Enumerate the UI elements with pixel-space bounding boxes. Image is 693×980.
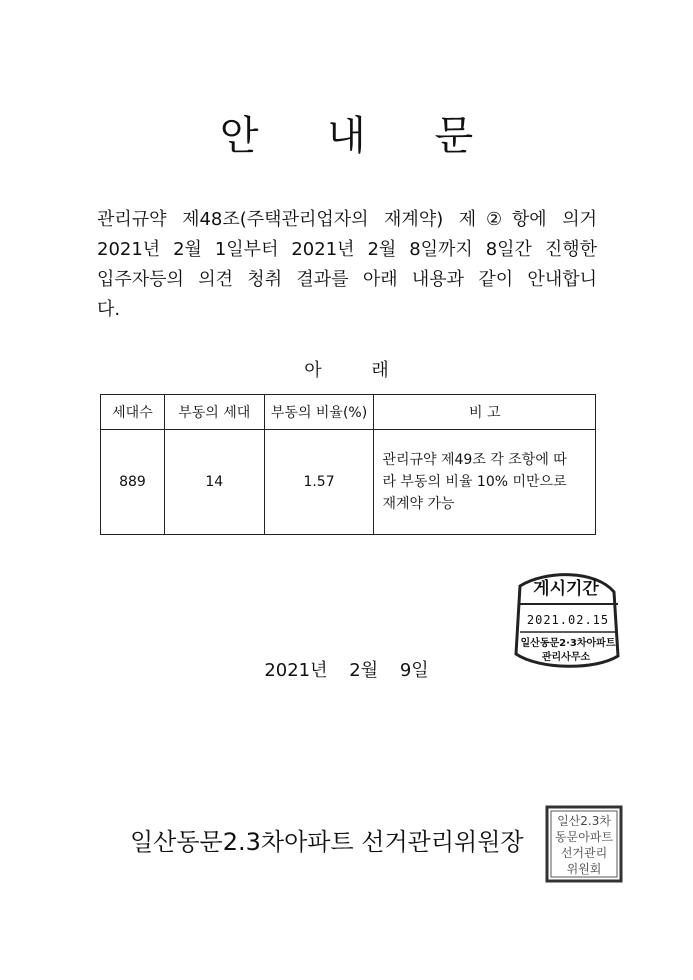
remark-line: 재계약 가능 — [382, 496, 455, 512]
posting-period-stamp — [506, 566, 626, 676]
notice-body — [97, 205, 597, 325]
date-month: 2월 — [349, 660, 379, 681]
seal-line: 동문아파트 — [555, 830, 613, 844]
stamp-date: 2021.02.15 — [526, 613, 610, 627]
remark-line: 관리규약 제49조 각 조항에 따 — [382, 452, 567, 468]
header-remark: 비 고 — [374, 395, 596, 430]
seal-line: 선거관리 — [560, 846, 608, 860]
body-line: 2021년 2월 1일부터 2021년 2월 8일까지 8일간 진행한 — [97, 239, 597, 260]
cell-disagree-households: 14 — [164, 430, 264, 535]
header-disagree-ratio: 부동의 비율(%) — [264, 395, 374, 430]
remark-line: 라 부동의 비율 10% 미만으로 — [382, 474, 567, 490]
footer-signatory: 일산동문2.3차아파트 선거관리위원장 — [130, 828, 524, 856]
cell-households: 889 — [101, 430, 165, 535]
header-households: 세대수 — [101, 395, 165, 430]
body-line: 다. — [97, 299, 121, 320]
below-label: 아 래 — [304, 360, 411, 381]
stamp-office-line2: 관리사무소 — [541, 652, 591, 663]
committee-seal — [544, 804, 624, 884]
table-row — [101, 430, 596, 535]
cell-disagree-ratio: 1.57 — [264, 430, 374, 535]
stamp-heading: 게시기간 — [533, 579, 599, 599]
body-line: 관리규약 제48조(주택관리업자의 재계약) 제②항에 의거 — [97, 209, 597, 230]
header-disagree-households: 부동의 세대 — [164, 395, 264, 430]
seal-line: 일산2.3차 — [557, 814, 611, 828]
body-line: 입주자등의 의견 청취 결과를 아래 내용과 같이 안내합니 — [97, 269, 597, 290]
stamp-office-line1: 일산동문2·3차아파트 — [520, 638, 616, 649]
date-year: 2021년 — [264, 660, 328, 681]
date-day: 9일 — [399, 660, 429, 681]
notice-title: 안 내 문 — [219, 113, 502, 159]
table-header-row — [101, 395, 596, 430]
seal-line: 위원회 — [566, 862, 602, 876]
cell-remark — [374, 430, 596, 535]
result-table — [100, 394, 596, 535]
